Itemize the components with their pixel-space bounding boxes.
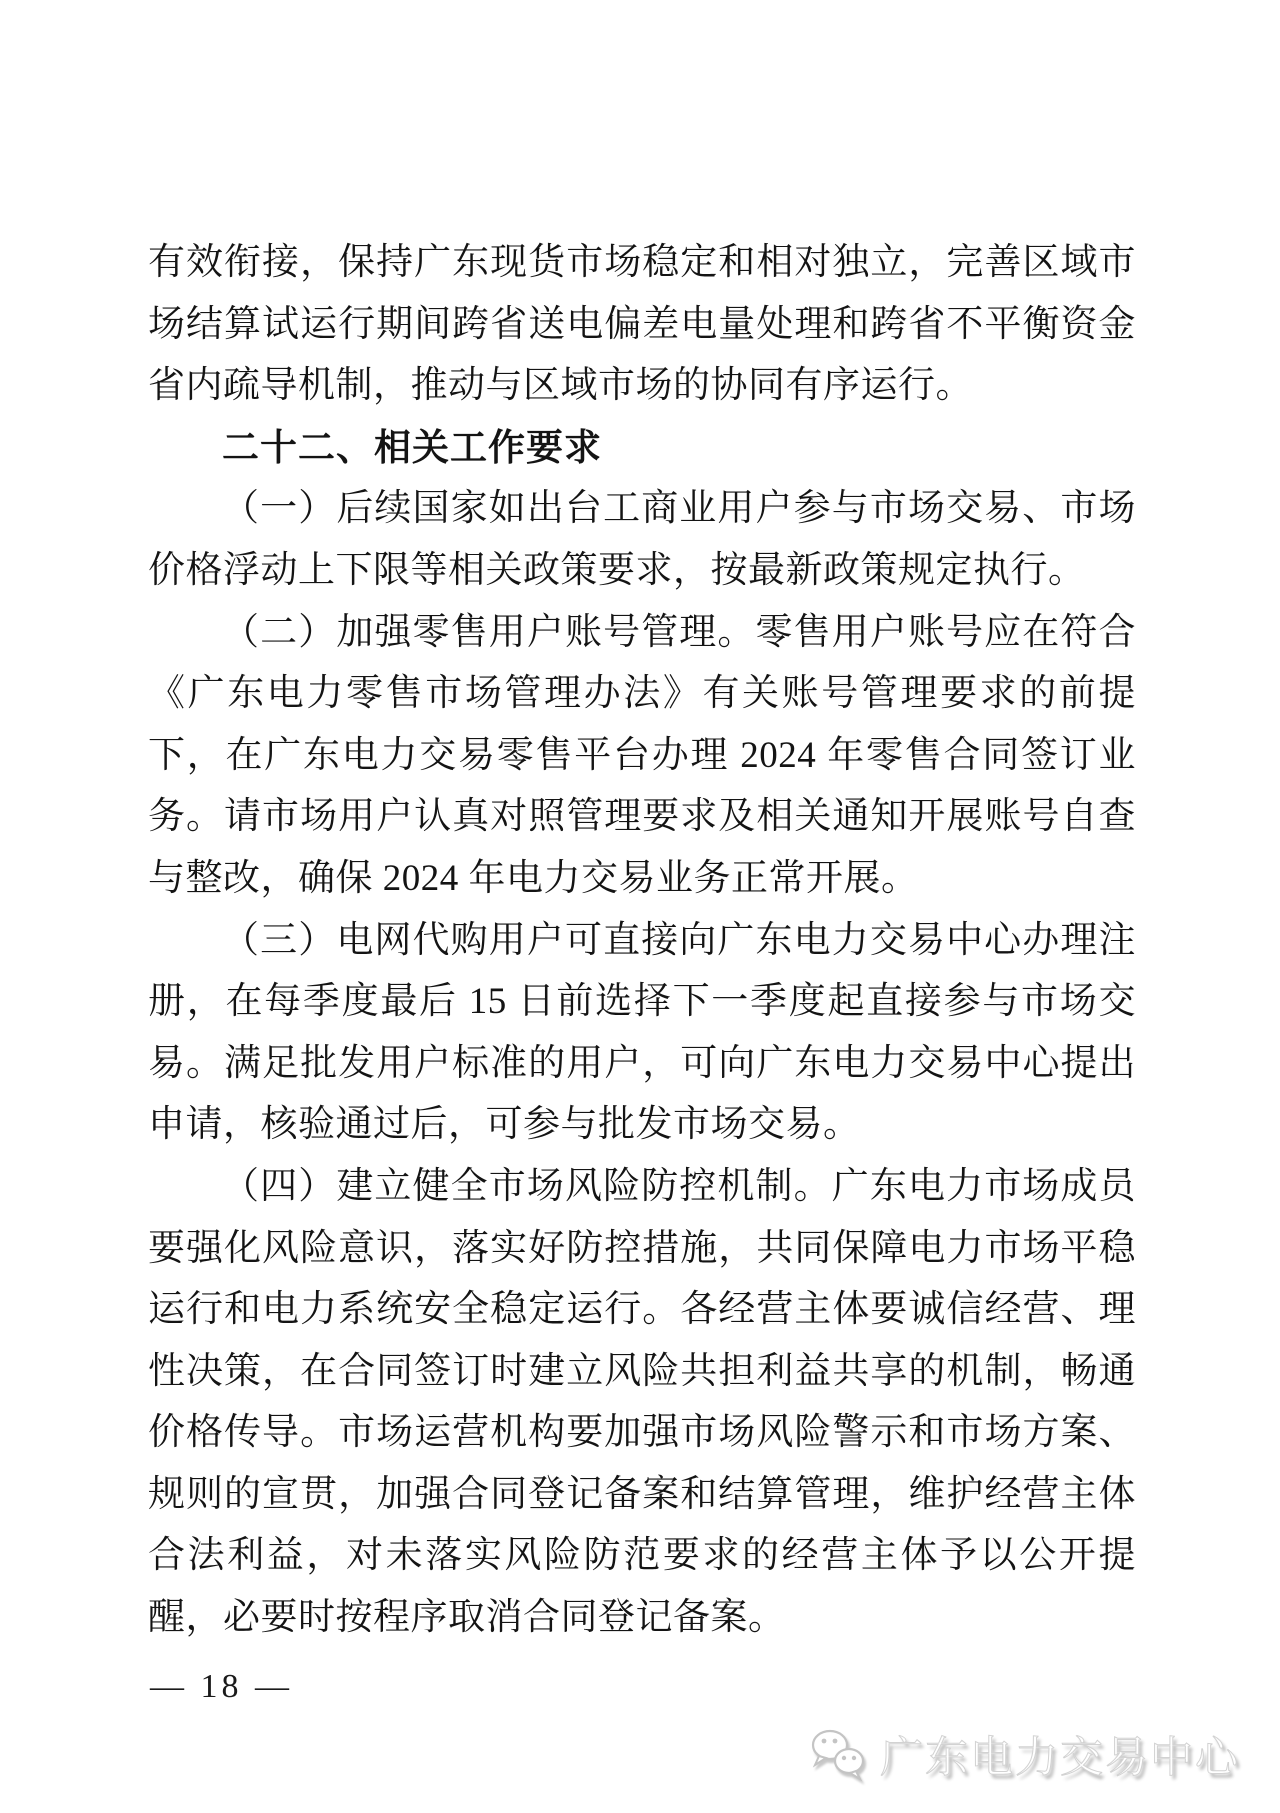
paragraph-item-4: （四）建立健全市场风险防控机制。广东电力市场成员要强化风险意识，落实好防控措施，共同保障电力市场平稳运行和电力系统安全稳定运行。各经营主体要诚信经营、理性决策，在合同签订时建立风险共担利益共享的机制，畅通价格传导。市场运营机构要加强市场风险警示和市场方案、规则的宣贯，加强合同登记备案和结算管理，维护经营主体合法利益，对未落实风险防范要求的经营主体予以公开提醒，必要时按程序取消合同登记备案。 — [148, 1165, 1136, 1639]
section-heading: 二十二、相关工作要求 — [222, 426, 602, 468]
paragraph-item-1: （一）后续国家如出台工商业用户参与市场交易、市场价格浮动上下限等相关政策要求，按最新政策规定执行。 — [148, 488, 1136, 591]
paragraph-item-2: （二）加强零售用户账号管理。零售用户账号应在符合《广东电力零售市场管理办法》有关账号管理要求的前提下，在广东电力交易零售平台办理 2024 年零售合同签订业务。请市场用户认真对照管理要求及相关通知开展账号自查与整改，确保 2024 年电力交易业务正常开展。 — [148, 611, 1136, 899]
footer-logo — [806, 1724, 1240, 1785]
wechat-icon — [806, 1727, 870, 1783]
paragraph-item-3: （三）电网代购用户可直接向广东电力交易中心办理注册，在每季度最后 15 日前选择下一季度起直接参与市场交易。满足批发用户标准的用户，可向广东电力交易中心提出申请，核验通过后，可参与批发市场交易。 — [148, 919, 1136, 1146]
page-number: — 18 — — [150, 1668, 293, 1705]
footer-logo-text: 广东电力交易中心 — [880, 1734, 1240, 1782]
paragraph-continuation: 有效衔接，保持广东现货市场稳定和相对独立，完善区域市场结算试运行期间跨省送电偏差电量处理和跨省不平衡资金省内疏导机制，推动与区域市场的协同有序运行。 — [148, 242, 1136, 407]
document-body — [148, 232, 1136, 1649]
